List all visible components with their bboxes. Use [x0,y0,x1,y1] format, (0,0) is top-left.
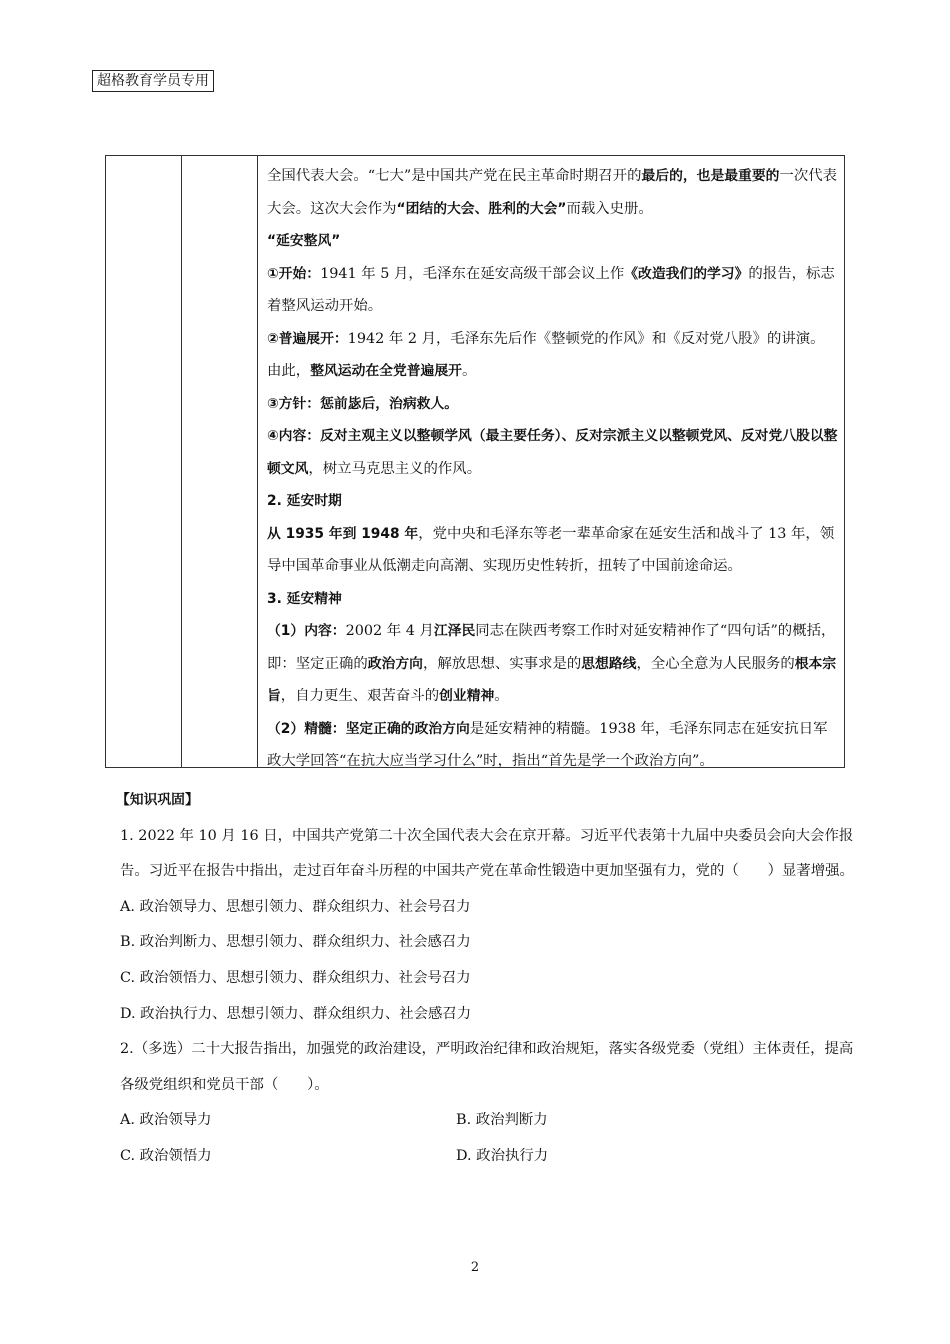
question-2-options-row [88,1103,863,1139]
section-heading: 【知识巩固】 [116,792,199,808]
knowledge-table [105,155,845,768]
watermark-stamp: 超格教育学员专用 [92,70,214,92]
zhengfeng-policy: ③方针：惩前毖后，治病救人。 [267,395,459,412]
zhengfeng-spread: ②普遍展开：1942 年 2 月，毛泽东先后作《整顿党的作风》和《反对党八股》的讲演。由此，整风运动在全党普遍展开。 [267,330,825,379]
zhengfeng-start: ①开始：1941 年 5 月，毛泽东在延安高级干部会议上作《改造我们的学习》的报告，标志着整风运动开始。 [267,265,835,314]
qida-paragraph: 全国代表大会。“七大”是中国共产党在民主革命时期召开的最后的，也是最重要的一次代表大会。这次大会作为“团结的大会、胜利的大会”而载入史册。 [267,168,838,217]
zhengfeng-title: “延安整风” [267,233,341,249]
table-content-cell [258,156,844,767]
question-2-option-d: D. 政治执行力 [456,1147,549,1164]
page-number: 2 [470,1260,480,1275]
question-1-stem: 1. 2022 年 10 月 16 日，中国共产党第二十次全国代表大会在京开幕。习近平代表第十九届中央委员会向大会作报告。习近平在报告中指出，走过百年奋斗历程的中国共产党在革命性锻造中更加坚强有力，党的（ ）显著增强。 [120,827,854,880]
question-1-option-d: D. 政治执行力、思想引领力、群众组织力、社会感召力 [120,1005,472,1022]
knowledge-consolidation [88,783,863,1175]
question-2-options-row [88,1139,863,1175]
yanan-period-text: 从 1935 年到 1948 年，党中央和毛泽东等老一辈革命家在延安生活和战斗了 13 年，领导中国革命事业从低潮走向高潮、实现历史性转折，扭转了中国前途命运。 [267,525,835,574]
question-1-option-b: B. 政治判断力、思想引领力、群众组织力、社会感召力 [120,934,471,951]
question-2-option-b: B. 政治判断力 [456,1112,548,1129]
question-1-option-a: A. 政治领导力、思想引领力、群众组织力、社会号召力 [120,898,471,915]
question-2-option-c: C. 政治领悟力 [120,1147,212,1164]
yanan-spirit-title: 3. 延安精神 [267,590,342,607]
table-divider [181,156,182,767]
question-2-stem: 2.（多选）二十大报告指出，加强党的政治建设，严明政治纪律和政治规矩，落实各级党委（党组）主体责任，提高各级党组织和党员干部（ ）。 [120,1041,854,1093]
question-1-option-c: C. 政治领悟力、思想引领力、群众组织力、社会号召力 [120,969,471,986]
yanan-spirit-content: （1）内容：2002 年 4 月江泽民同志在陕西考察工作时对延安精神作了“四句话”的概括，即：坚定正确的政治方向，解放思想、实事求是的思想路线，全心全意为人民服务的根本宗旨，自力更生、艰苦奋斗的创业精神。 [267,623,837,704]
zhengfeng-content: ④内容：反对主观主义以整顿学风（最主要任务）、反对宗派主义以整顿党风、反对党八股以整顿文风，树立马克思主义的作风。 [267,428,838,477]
yanan-period-title: 2. 延安时期 [267,493,342,509]
question-2-option-a: A. 政治领导力 [120,1112,212,1129]
yanan-spirit-essence: （2）精髓：坚定正确的政治方向是延安精神的精髓。1938 年，毛泽东同志在延安抗日军政大学回答“在抗大应当学习什么”时，指出“首先是学一个政治方向”。 [267,720,828,769]
